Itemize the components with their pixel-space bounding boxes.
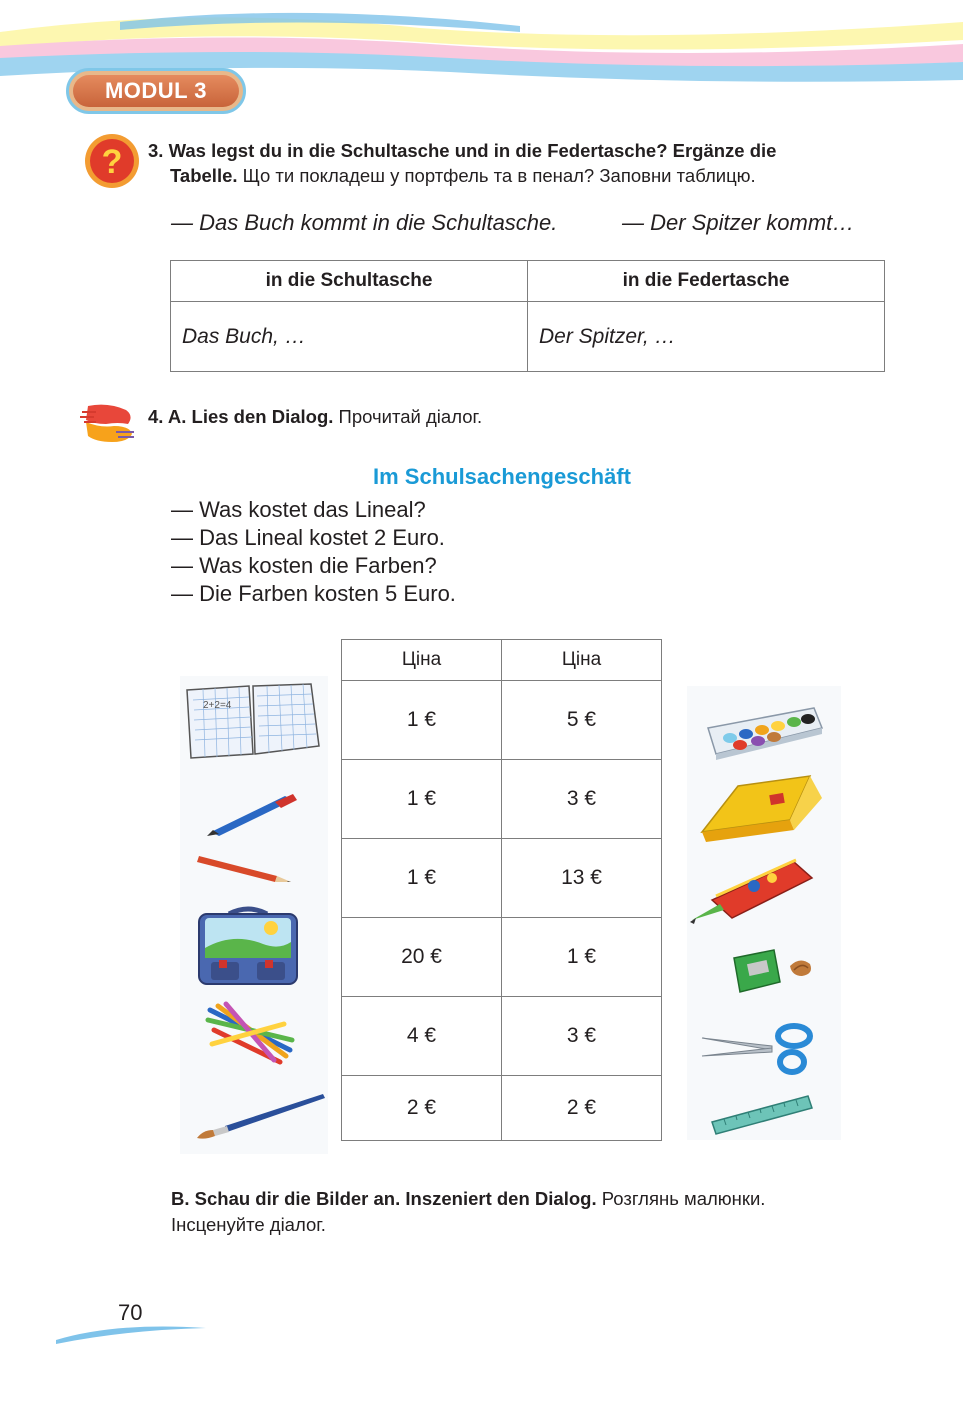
price-cell-left: 20 € xyxy=(342,918,502,997)
price-cell-left: 1 € xyxy=(342,681,502,760)
task4-label: 4. A. Lies den Dialog. xyxy=(148,406,334,427)
folder-picture xyxy=(698,772,826,848)
notebook-picture xyxy=(183,680,323,760)
table-row xyxy=(342,681,662,760)
reading-icon xyxy=(78,402,136,444)
table-header-row xyxy=(171,261,885,302)
price-cell-right: 13 € xyxy=(502,839,662,918)
part-b-uk-line1: Розглянь малюнки. xyxy=(601,1188,766,1209)
task4-instruction xyxy=(148,406,482,428)
table-header-federtasche: in die Federtasche xyxy=(528,261,885,302)
table-cell-schultasche: Das Buch, … xyxy=(171,302,528,372)
paintbrush-picture xyxy=(195,1090,327,1142)
part-b-de: B. Schau dir die Bilder an. Inszeniert den Dialog. xyxy=(171,1188,597,1209)
page-number: 70 xyxy=(118,1300,143,1325)
footer-decoration xyxy=(56,1318,206,1344)
svg-text:?: ? xyxy=(101,143,123,181)
task3-number: 3. xyxy=(148,140,164,161)
table-row xyxy=(342,918,662,997)
table-row xyxy=(342,997,662,1076)
task3-instruction xyxy=(148,138,888,188)
dialog-line-4: — Die Farben kosten 5 Euro. xyxy=(171,581,456,606)
pen-picture xyxy=(205,788,300,838)
module-label: MODUL 3 xyxy=(73,75,239,107)
schoolbag-picture xyxy=(193,904,303,988)
price-header-left: Ціна xyxy=(342,640,502,681)
price-table xyxy=(341,639,662,1141)
scissors-picture xyxy=(698,1018,820,1076)
task3-title-line1: Was legst du in die Schultasche und in die Federtasche? Ergänze die xyxy=(168,140,777,161)
price-table-header-row xyxy=(342,640,662,681)
dialog-title: Im Schulsachengeschäft xyxy=(373,464,631,489)
pencil-case-picture xyxy=(690,856,818,926)
table-header-schultasche: in die Schultasche xyxy=(171,261,528,302)
question-icon xyxy=(84,133,140,189)
task3-title-line2: Tabelle. xyxy=(170,165,238,186)
price-cell-right: 3 € xyxy=(502,997,662,1076)
table-cell-federtasche: Der Spitzer, … xyxy=(528,302,885,372)
price-cell-right: 5 € xyxy=(502,681,662,760)
price-cell-left: 1 € xyxy=(342,839,502,918)
price-cell-right: 1 € xyxy=(502,918,662,997)
pencil-picture xyxy=(195,846,295,886)
price-cell-left: 1 € xyxy=(342,760,502,839)
task3-example-2: — Der Spitzer kommt… xyxy=(622,210,855,235)
price-cell-left: 2 € xyxy=(342,1076,502,1141)
dialog-line-2: — Das Lineal kostet 2 Euro. xyxy=(171,525,445,550)
paints-picture xyxy=(702,698,827,764)
task3-table xyxy=(170,260,885,372)
task3-example-1: — Das Buch kommt in die Schultasche. xyxy=(171,210,558,235)
table-row xyxy=(342,839,662,918)
price-cell-right: 2 € xyxy=(502,1076,662,1141)
table-row xyxy=(171,302,885,372)
notebook-text: 2+2=4 xyxy=(203,700,232,711)
table-row xyxy=(342,1076,662,1141)
dialog-line-1: — Was kostet das Lineal? xyxy=(171,497,426,522)
part-b-instruction xyxy=(171,1186,891,1238)
task4-label-uk: Прочитай діалог. xyxy=(338,406,483,427)
task3-title-uk: Що ти покладеш у портфель та в пенал? Заповни таблицю. xyxy=(242,165,756,186)
part-b-uk-line2: Інсценуйте діалог. xyxy=(171,1214,326,1235)
dialog-line-3: — Was kosten die Farben? xyxy=(171,553,437,578)
ruler-picture xyxy=(708,1092,814,1138)
price-cell-right: 3 € xyxy=(502,760,662,839)
table-row xyxy=(342,760,662,839)
sharpener-picture xyxy=(730,942,820,998)
price-cell-left: 4 € xyxy=(342,997,502,1076)
module-badge xyxy=(66,68,246,114)
felt-pens-picture xyxy=(200,1000,300,1066)
price-header-right: Ціна xyxy=(502,640,662,681)
